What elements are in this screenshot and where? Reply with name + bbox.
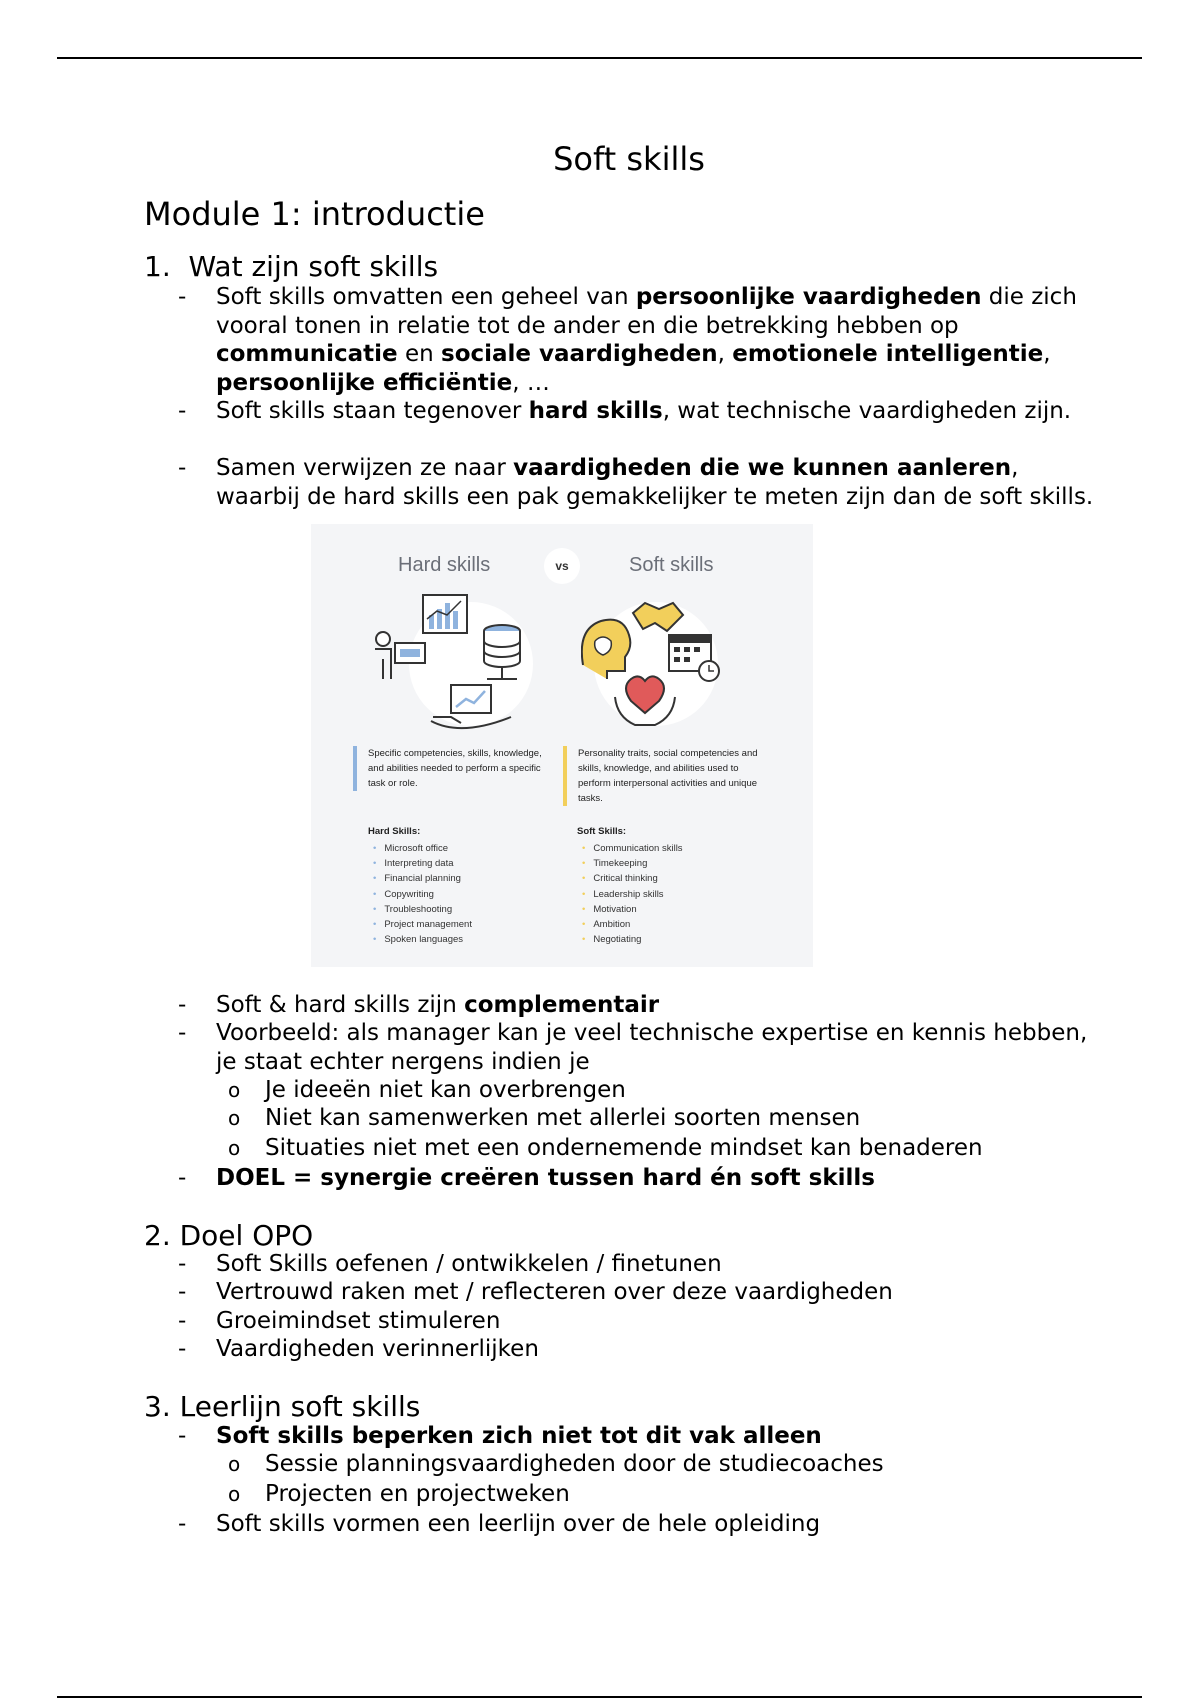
soft-skills-title: Soft skills — [629, 554, 714, 576]
dash-bullet: - — [178, 1308, 187, 1334]
top-rule — [57, 57, 1142, 59]
list-item: • Negotiating — [582, 932, 683, 947]
list-item: • Microsoft office — [373, 841, 472, 856]
section-2-heading: 2. Doel OPO — [144, 1219, 314, 1252]
chart-board-icon — [423, 595, 467, 633]
dash-bullet: - — [178, 398, 187, 424]
hard-skills-icons — [371, 589, 571, 739]
bullet-text: Soft skills staan tegenover hard skills, wat technische vaardigheden zijn. — [216, 398, 1072, 424]
section-1-number: 1. — [144, 250, 171, 283]
dash-bullet: - — [178, 992, 187, 1018]
module-title: Module 1: introductie — [144, 195, 485, 233]
dash-bullet: - — [178, 284, 187, 310]
list-item: • Leadership skills — [582, 887, 683, 902]
list-item: • Motivation — [582, 902, 683, 917]
hard-skills-description: Specific competencies, skills, knowledge, and abilities needed to perform a specific task or role. — [353, 746, 548, 791]
list-item: • Project management — [373, 917, 472, 932]
list-item: • Timekeeping — [582, 856, 683, 871]
bullet-text: Soft & hard skills zijn complementair — [216, 992, 660, 1018]
soft-skills-description: Personality traits, social competencies and skills, knowledge, and abilities used to perform interpersonal activities and unique tasks. — [563, 746, 758, 806]
dash-bullet: - — [178, 1251, 187, 1277]
list-item: • Copywriting — [373, 887, 472, 902]
list-item: • Communication skills — [582, 841, 683, 856]
hard-skills-title: Hard skills — [398, 554, 491, 576]
bullet-text: Voorbeeld: als manager kan je veel technische expertise en kennis hebben, je staat echter nergens indien je — [216, 1020, 1088, 1075]
soft-skills-icons — [581, 589, 781, 739]
list-item: • Critical thinking — [582, 871, 683, 886]
list-item: • Ambition — [582, 917, 683, 932]
section-1-heading — [144, 250, 438, 283]
section-3-heading: 3. Leerlijn soft skills — [144, 1390, 421, 1423]
head-profile-icon — [582, 620, 631, 679]
circle-bullet: o — [228, 1106, 241, 1130]
circle-bullet: o — [228, 1452, 241, 1476]
circle-bullet: o — [228, 1078, 241, 1102]
vs-badge: vs — [544, 548, 580, 584]
dash-bullet: - — [178, 1165, 187, 1191]
list-item: • Interpreting data — [373, 856, 472, 871]
goal-text: DOEL = synergie creëren tussen hard én soft skills — [216, 1165, 875, 1191]
dash-bullet: - — [178, 1336, 187, 1362]
circle-bullet: o — [228, 1482, 241, 1506]
bottom-rule — [57, 1696, 1142, 1698]
circle-bullet: o — [228, 1136, 241, 1160]
hard-vs-soft-skills-infographic — [311, 524, 813, 967]
hard-skills-list-heading: Hard Skills: — [368, 826, 421, 837]
list-item: • Spoken languages — [373, 932, 472, 947]
dash-bullet: - — [178, 455, 187, 481]
bullet-text: Soft skills omvatten een geheel van persoonlijke vaardigheden die zich vooral tonen in relatie tot de ander en die betrekking hebben op communicatie en sociale vaardigheden, emotionele intelligentie, persoonlijke efficiëntie, … — [216, 284, 1077, 396]
list-item: • Troubleshooting — [373, 902, 472, 917]
section-1-title: Wat zijn soft skills — [188, 250, 439, 283]
hard-skills-list — [373, 841, 472, 947]
document-title: Soft skills — [553, 140, 705, 178]
dash-bullet: - — [178, 1511, 187, 1537]
dash-bullet: - — [178, 1423, 187, 1449]
soft-skills-list — [582, 841, 683, 947]
list-item: • Financial planning — [373, 871, 472, 886]
bullet-text: Samen verwijzen ze naar vaardigheden die we kunnen aanleren, waarbij de hard skills een pak gemakkelijker te meten zijn dan de soft skills. — [216, 455, 1094, 510]
dash-bullet: - — [178, 1279, 187, 1305]
dash-bullet: - — [178, 1020, 187, 1046]
soft-skills-list-heading: Soft Skills: — [577, 826, 627, 837]
